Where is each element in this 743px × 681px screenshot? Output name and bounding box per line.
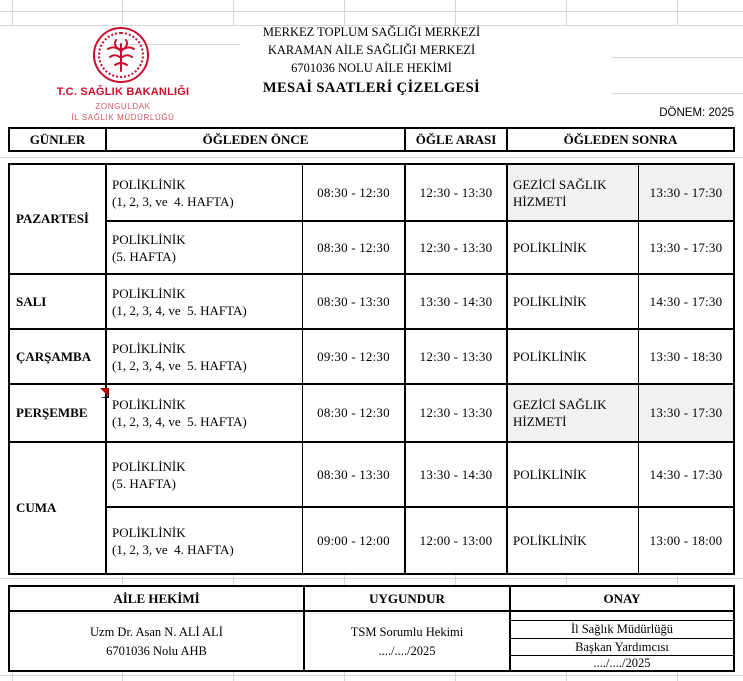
pm-activity-cell: POLİKLİNİK [508,330,639,385]
am-activity-cell: POLİKLİNİK (1, 2, 3, ve 4. HAFTA) [107,165,303,222]
column-header-lunch: ÖĞLE ARASI [406,129,508,150]
pm-time-cell: 14:30 - 17:30 [639,443,733,508]
lunch-time-cell: 12:30 - 13:30 [406,385,508,443]
am-activity-cell: POLİKLİNİK (1, 2, 3, 4, ve 5. HAFTA) [107,275,303,330]
signature-header-uygundur: UYGUNDUR [305,587,511,610]
am-activity-cell: POLİKLİNİK (1, 2, 3, 4, ve 5. HAFTA) [107,385,303,443]
org-line-3: 6701036 NOLU AİLE HEKİMİ [291,61,452,75]
signature-uygundur: TSM Sorumlu Hekimi ..../..../2025 [305,612,511,670]
pm-activity-cell: POLİKLİNİK [508,222,639,275]
column-header-days: GÜNLER [10,129,107,150]
schedule-body [8,163,735,575]
am-time-cell: 08:30 - 13:30 [303,275,406,330]
signature-header-row [10,587,733,612]
column-header-afternoon: ÖĞLEDEN SONRA [563,131,678,147]
pm-time-cell: 13:00 - 18:00 [649,532,723,548]
signature-aile-hekimi: Uzm Dr. Asan N. ALİ ALİ 6701036 Nolu AHB [10,612,305,670]
pm-time-cell: 14:30 - 17:30 [639,275,733,330]
pm-activity-cell: GEZİCİ SAĞLIK HİZMETİ [508,165,639,222]
pm-activity-cell: POLİKLİNİK [508,275,639,330]
lunch-time-cell: 13:30 - 14:30 [406,275,508,330]
pm-activity-cell: GEZİCİ SAĞLIK HİZMETİ [508,385,639,443]
column-header-morning: ÖĞLEDEN ÖNCE [107,129,406,150]
pm-time-cell: 13:30 - 17:30 [639,165,733,222]
pm-time-cell: 13:30 - 17:30 [639,222,733,275]
province-name: ZONGULDAK [95,102,151,111]
day-cell-carsamba: ÇARŞAMBA [10,330,107,385]
am-activity-cell: POLİKLİNİK (5. HAFTA) [107,222,303,275]
comment-marker-icon [100,388,109,398]
am-time-cell: 08:30 - 12:30 [303,165,406,222]
signature-header-aile-hekimi: AİLE HEKİMİ [10,587,305,610]
am-time-cell: 08:30 - 13:30 [303,443,406,508]
pm-time-cell: 13:30 - 17:30 [639,385,733,443]
day-cell-persembe: PERŞEMBE [10,385,107,443]
pm-activity-cell: POLİKLİNİK [508,508,639,573]
day-cell-sali: SALI [10,275,107,330]
schedule-header-row [8,127,735,152]
day-cell-pazartesi: PAZARTESİ [10,165,107,275]
signature-header-onay: ONAY [603,590,641,606]
signature-onay: İl Sağlık Müdürlüğü Başkan Yardımcısı ..../..../2025 [511,612,733,670]
ministry-name: T.C. SAĞLIK BAKANLIĞI [56,86,190,98]
am-time-cell: 09:00 - 12:00 [303,508,406,573]
am-activity-cell: POLİKLİNİK (1, 2, 3, 4, ve 5. HAFTA) [107,330,303,385]
pm-activity-cell: POLİKLİNİK [508,443,639,508]
org-line-2: KARAMAN AİLE SAĞLIĞI MERKEZİ [267,43,476,57]
caduceus-icon [93,27,149,83]
am-time-cell: 09:30 - 12:30 [303,330,406,385]
lunch-time-cell: 12:00 - 13:00 [406,508,508,573]
document-title: MESAİ SAATLERİ ÇİZELGESİ [262,80,481,96]
lunch-time-cell: 12:30 - 13:30 [406,330,508,385]
am-activity-cell: POLİKLİNİK (1, 2, 3, ve 4. HAFTA) [107,508,303,573]
am-time-cell: 08:30 - 12:30 [303,222,406,275]
am-time-cell: 08:30 - 12:30 [303,385,406,443]
day-cell-cuma: CUMA [10,443,107,573]
directorate-name: İL SAĞLIK MÜDÜRLÜĞÜ [71,113,175,122]
lunch-time-cell: 12:30 - 13:30 [406,165,508,222]
period-label: DÖNEM: 2025 [659,107,734,119]
lunch-time-cell: 12:30 - 13:30 [406,222,508,275]
org-line-1: MERKEZ TOPLUM SAĞLIĞI MERKEZİ [262,25,481,39]
am-activity-cell: POLİKLİNİK (5. HAFTA) [107,443,303,508]
pm-time-cell: 13:30 - 18:30 [639,330,733,385]
lunch-time-cell: 13:30 - 14:30 [406,443,508,508]
signature-block [8,585,735,672]
